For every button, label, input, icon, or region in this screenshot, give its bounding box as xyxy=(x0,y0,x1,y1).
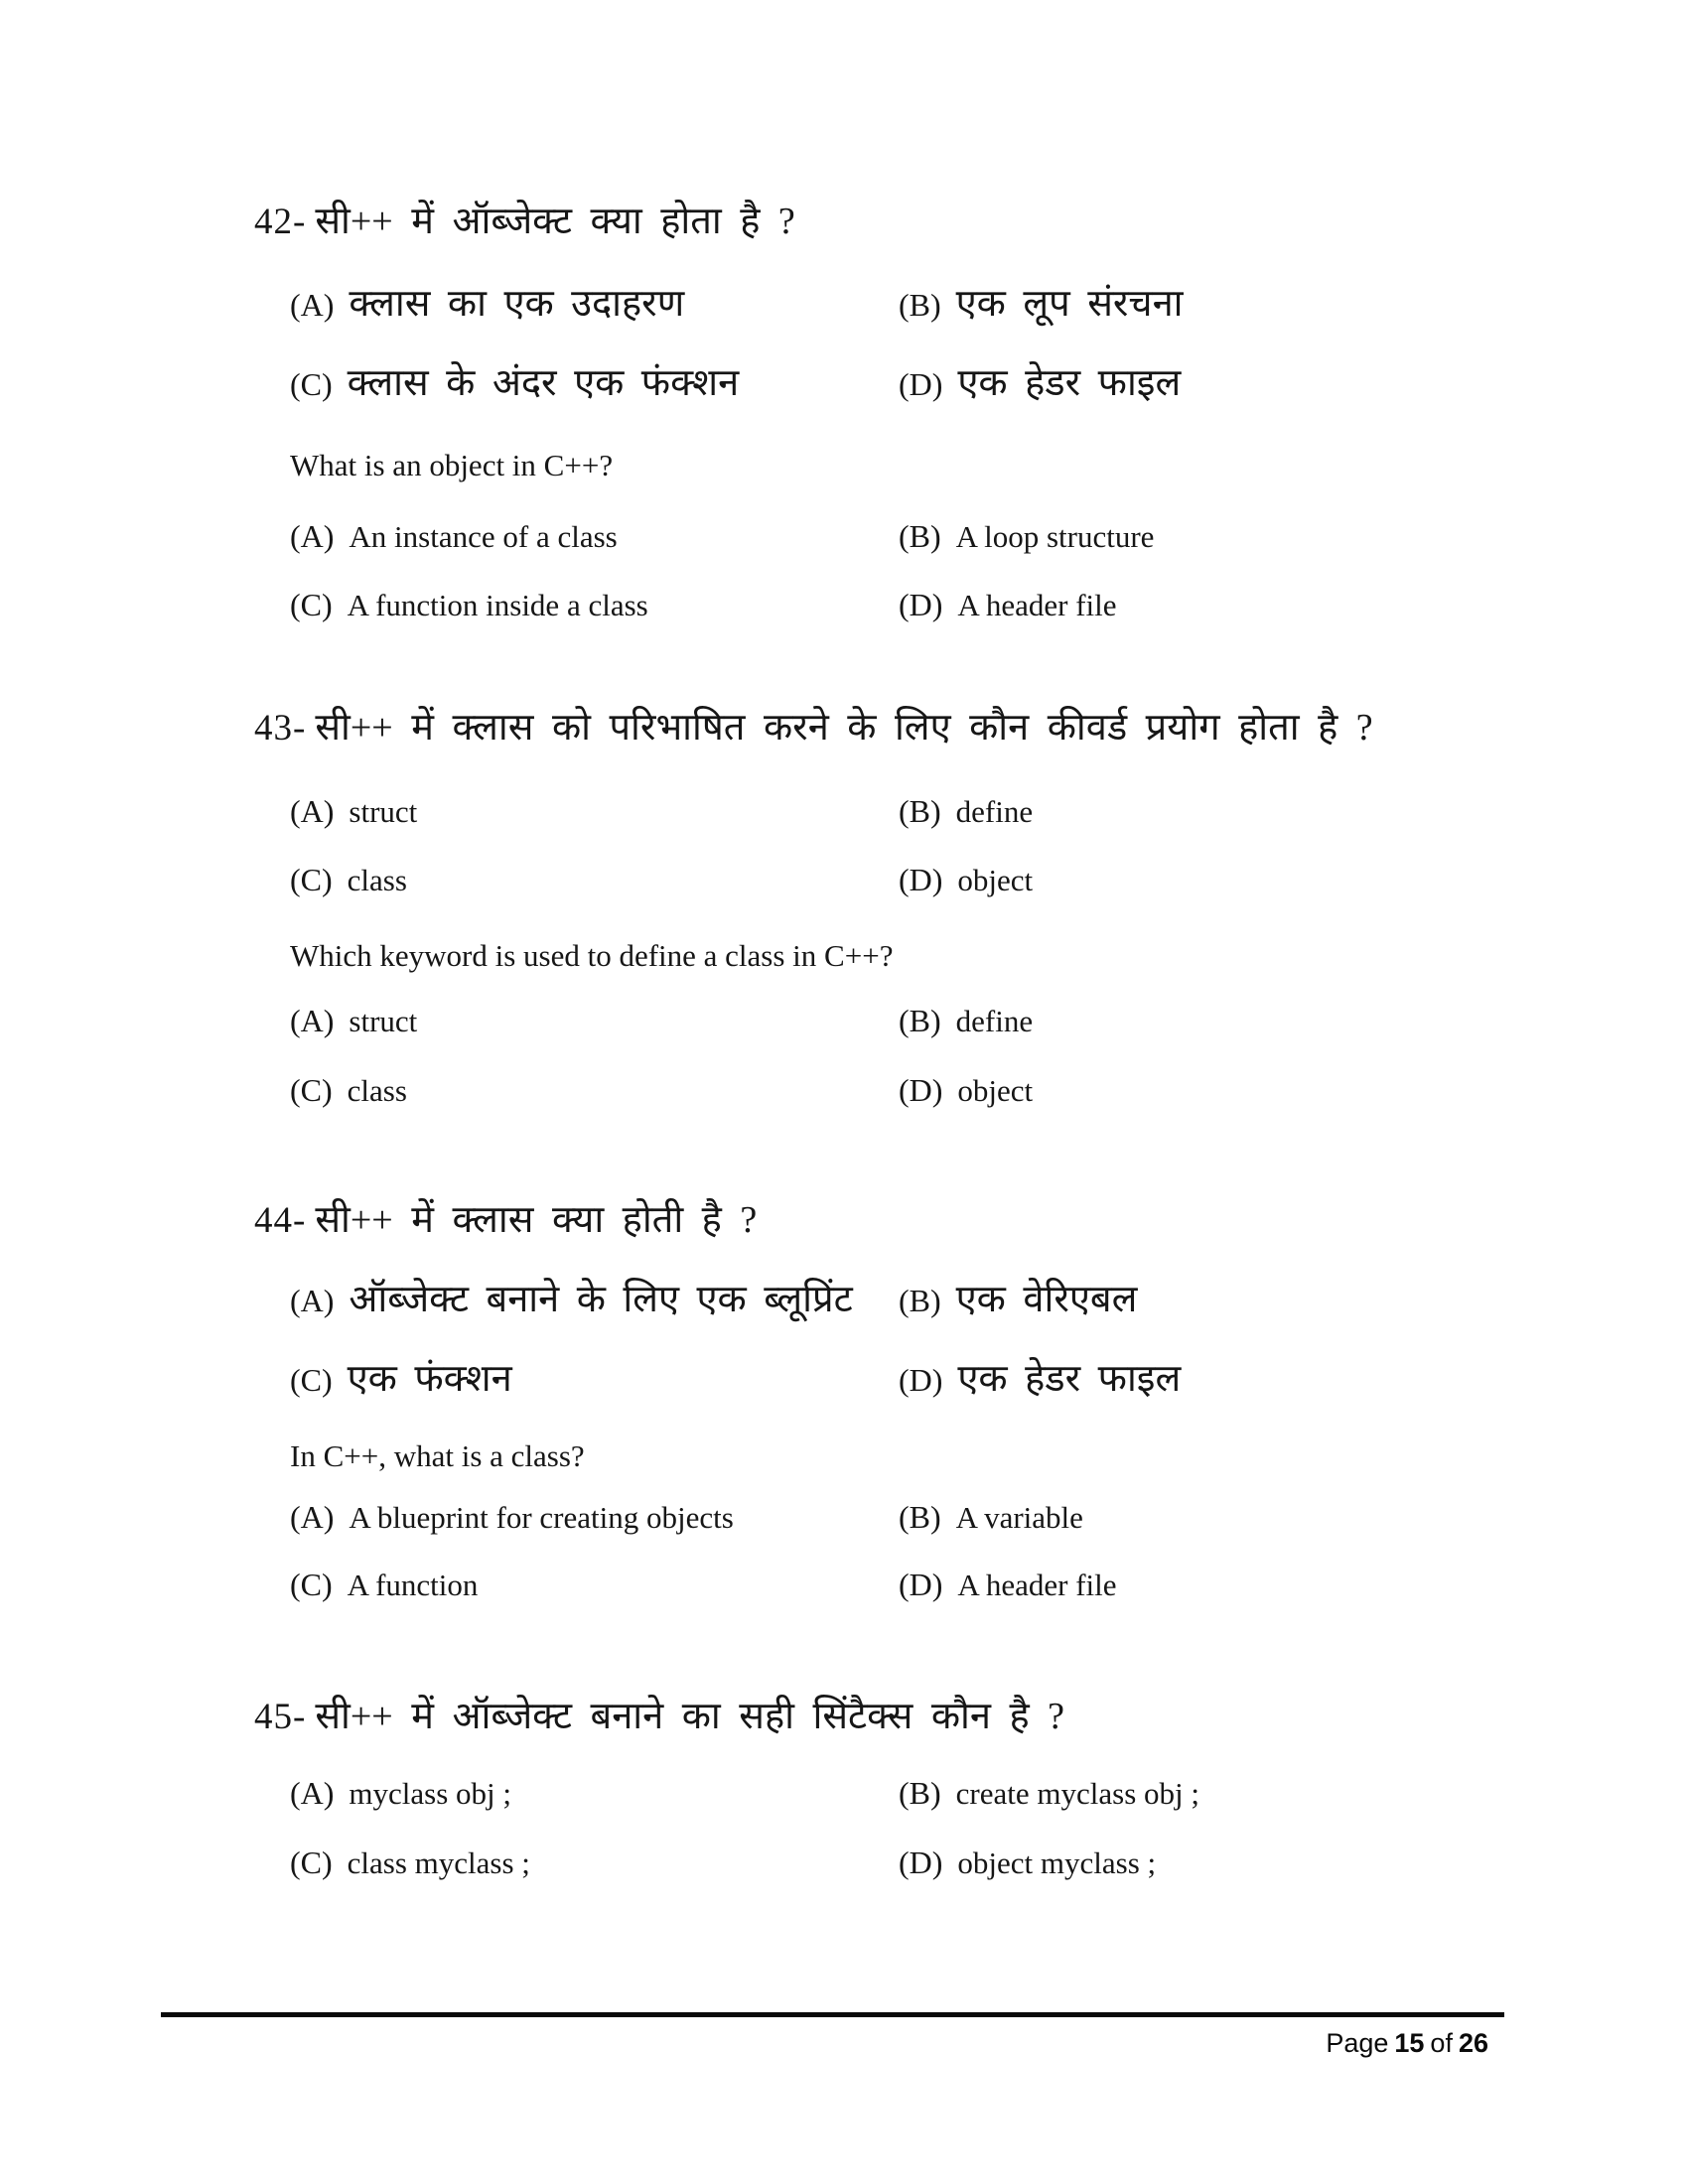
question-44-english-option-b xyxy=(899,1497,1083,1538)
question-43-english-option-b xyxy=(899,1001,1033,1041)
option-c-label: (C) xyxy=(290,1567,333,1602)
option-c-label: (C) xyxy=(290,1362,333,1398)
question-44-number: 44- xyxy=(254,1200,307,1241)
option-d-text: एक हेडर फाइल xyxy=(957,362,1182,404)
option-a-label: (A) xyxy=(290,793,335,829)
question-42-hindi-option-c xyxy=(290,360,739,408)
question-44-hindi-option-a xyxy=(290,1277,853,1324)
option-c-text: class myclass ; xyxy=(347,1845,530,1880)
option-b-text: एक वेरिएबल xyxy=(955,1279,1138,1320)
option-b-label: (B) xyxy=(899,1499,941,1535)
option-d-label: (D) xyxy=(899,587,943,622)
option-a-label: (A) xyxy=(290,1775,335,1811)
question-45-option-c xyxy=(290,1843,530,1883)
option-b-text: define xyxy=(955,794,1034,829)
option-b-label: (B) xyxy=(899,518,941,554)
option-b-text: create myclass obj ; xyxy=(955,1776,1199,1811)
option-d-label: (D) xyxy=(899,862,943,897)
option-a-text: ऑब्जेक्ट बनाने के लिए एक ब्लूप्रिंट xyxy=(349,1279,853,1320)
question-42-english-option-a xyxy=(290,516,618,557)
option-d-text: object myclass ; xyxy=(957,1845,1157,1880)
option-b-text: एक लूप संरचना xyxy=(955,283,1184,325)
option-a-label: (A) xyxy=(290,1003,335,1038)
question-44-heading xyxy=(254,1197,757,1245)
option-d-text: एक हेडर फाइल xyxy=(957,1358,1182,1400)
option-b-label: (B) xyxy=(899,1775,941,1811)
option-c-text: A function xyxy=(347,1568,479,1602)
question-42-english-option-d xyxy=(899,585,1117,625)
option-a-label: (A) xyxy=(290,518,335,554)
question-43-english-option-d xyxy=(899,1070,1033,1111)
option-c-text: क्लास के अंदर एक फंक्शन xyxy=(347,362,740,404)
option-d-label: (D) xyxy=(899,1362,943,1398)
option-b-label: (B) xyxy=(899,287,941,323)
question-42-hindi-option-a xyxy=(290,281,684,329)
question-43-hindi-option-a xyxy=(290,791,417,832)
option-c-text: class xyxy=(347,863,407,897)
question-43-english-option-c xyxy=(290,1070,407,1111)
question-45-option-d xyxy=(899,1843,1156,1883)
option-c-label: (C) xyxy=(290,862,333,897)
footer-total-pages: 26 xyxy=(1458,2028,1488,2058)
question-45-option-a xyxy=(290,1773,511,1814)
option-c-text: A function inside a class xyxy=(347,588,648,622)
option-b-label: (B) xyxy=(899,793,941,829)
question-45-option-b xyxy=(899,1773,1199,1814)
option-b-label: (B) xyxy=(899,1003,941,1038)
footer-divider-line xyxy=(161,2012,1504,2017)
option-a-label: (A) xyxy=(290,1283,335,1318)
question-44-english-option-d xyxy=(899,1565,1117,1605)
option-d-label: (D) xyxy=(899,1567,943,1602)
option-c-label: (C) xyxy=(290,366,333,402)
option-d-text: object xyxy=(957,863,1034,897)
question-42-hindi-option-d xyxy=(899,360,1181,408)
option-a-text: An instance of a class xyxy=(349,519,618,554)
question-45-number: 45- xyxy=(254,1697,307,1737)
option-d-text: object xyxy=(957,1073,1034,1108)
question-44-english-text: In C++, what is a class? xyxy=(290,1438,585,1473)
option-b-text: A loop structure xyxy=(955,519,1155,554)
question-43-hindi-option-d xyxy=(899,860,1033,900)
option-d-text: A header file xyxy=(957,1568,1117,1602)
option-c-text: class xyxy=(347,1073,407,1108)
footer-page-number: 15 xyxy=(1394,2028,1425,2058)
option-a-text: myclass obj ; xyxy=(349,1776,512,1811)
option-d-text: A header file xyxy=(957,588,1117,622)
option-b-label: (B) xyxy=(899,1283,941,1318)
question-43-heading xyxy=(254,705,1373,752)
option-a-text: struct xyxy=(349,794,418,829)
question-42-heading xyxy=(254,199,795,246)
question-42-english-text: What is an object in C++? xyxy=(290,448,614,482)
option-a-text: A blueprint for creating objects xyxy=(349,1500,734,1535)
question-44-english-option-a xyxy=(290,1497,734,1538)
question-44-hindi-option-c xyxy=(290,1356,512,1404)
option-c-label: (C) xyxy=(290,1844,333,1880)
question-44-english-option-c xyxy=(290,1565,478,1605)
question-42-english-option-c xyxy=(290,585,648,625)
option-b-text: A variable xyxy=(955,1500,1083,1535)
footer-of-label: of xyxy=(1430,2028,1453,2058)
page-number-label xyxy=(1323,2028,1491,2059)
option-a-text: क्लास का एक उदाहरण xyxy=(349,283,685,325)
question-42-number: 42- xyxy=(254,202,307,242)
option-b-text: define xyxy=(955,1004,1034,1038)
option-a-text: struct xyxy=(349,1004,418,1038)
question-44-hindi-option-d xyxy=(899,1356,1181,1404)
question-42-hindi-text: सी++ में ऑब्जेक्ट क्या होता है ? xyxy=(315,201,795,242)
question-42-english-option-b xyxy=(899,516,1154,557)
option-a-label: (A) xyxy=(290,287,335,323)
question-43-english-option-a xyxy=(290,1001,417,1041)
question-44-hindi-text: सी++ में क्लास क्या होती है ? xyxy=(315,1199,758,1241)
question-43-hindi-text: सी++ में क्लास को परिभाषित करने के लिए कौन कीवर्ड प्रयोग होता है ? xyxy=(315,707,1373,749)
option-d-label: (D) xyxy=(899,1844,943,1880)
question-44-hindi-option-b xyxy=(899,1277,1137,1324)
question-45-heading xyxy=(254,1694,1064,1741)
option-c-label: (C) xyxy=(290,587,333,622)
question-43-hindi-option-b xyxy=(899,791,1033,832)
question-42-hindi-option-b xyxy=(899,281,1184,329)
option-c-text: एक फंक्शन xyxy=(347,1358,512,1400)
option-d-label: (D) xyxy=(899,1072,943,1108)
option-a-label: (A) xyxy=(290,1499,335,1535)
option-c-label: (C) xyxy=(290,1072,333,1108)
option-d-label: (D) xyxy=(899,366,943,402)
question-43-english-text: Which keyword is used to define a class in C++? xyxy=(290,938,894,973)
question-45-hindi-text: सी++ में ऑब्जेक्ट बनाने का सही सिंटैक्स कौन है ? xyxy=(315,1696,1064,1737)
question-43-number: 43- xyxy=(254,708,307,749)
question-43-hindi-option-c xyxy=(290,860,407,900)
footer-page-prefix: Page xyxy=(1326,2028,1389,2058)
